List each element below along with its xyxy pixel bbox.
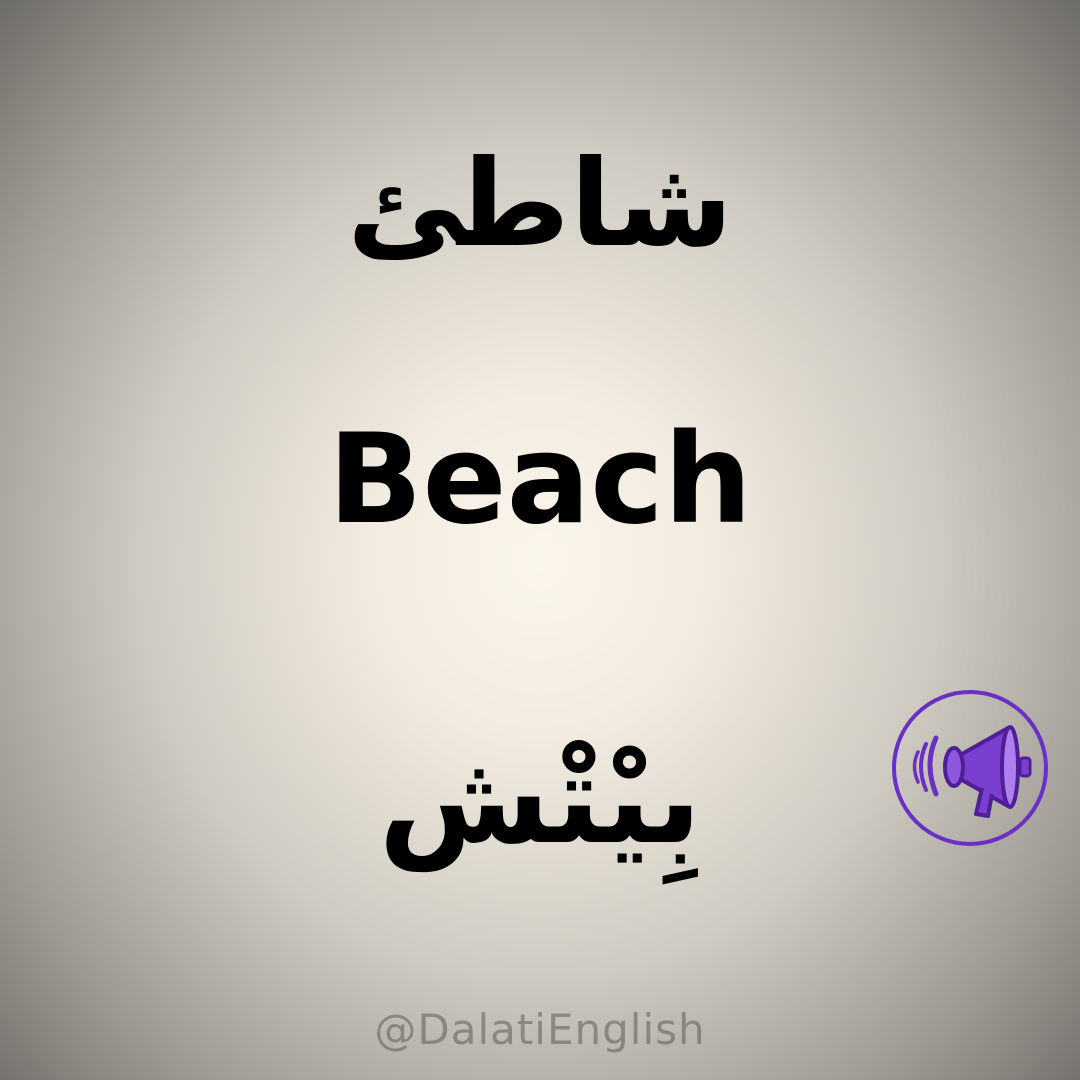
megaphone-icon xyxy=(896,694,1044,842)
audio-play-button[interactable] xyxy=(892,690,1048,846)
pronunciation-text: بِيْتْش xyxy=(378,728,702,872)
arabic-word: شاطئ xyxy=(346,135,734,274)
watermark-handle: @DalatiEnglish xyxy=(374,1005,706,1054)
english-word: Beach xyxy=(327,408,753,552)
